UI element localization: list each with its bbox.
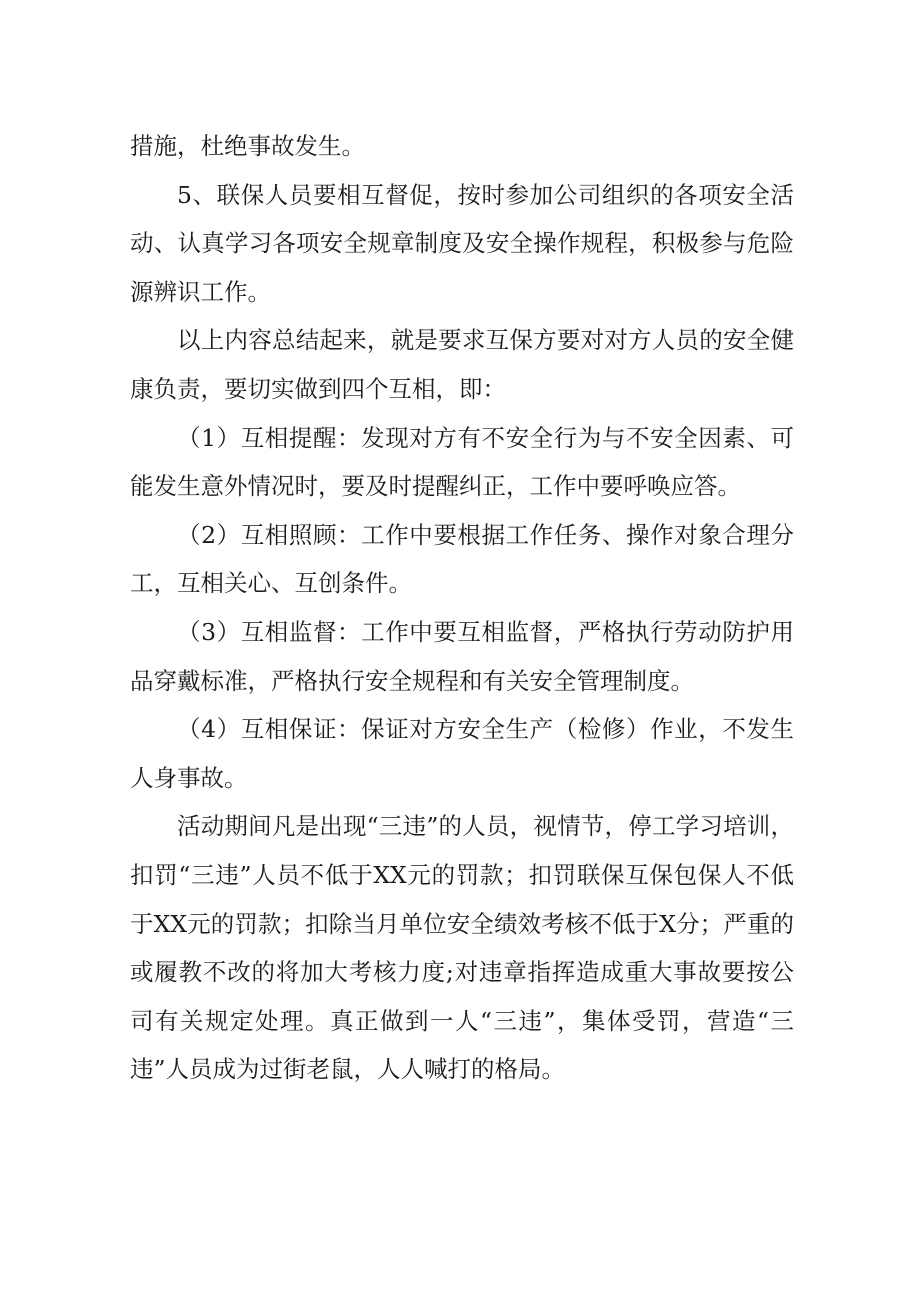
paragraph-mutual-guarantee: （4）互相保证：保证对方安全生产（检修）作业，不发生人身事故。 <box>130 715 794 792</box>
document-body <box>130 122 794 1094</box>
paragraph-penalties: 活动期间凡是出现“三违”的人员，视情节，停工学习培训，扣罚“三违”人员不低于XX元的罚款；扣罚联保互保包保人不低于XX元的罚款；扣除当月单位安全绩效考核不低于X分；严重的或履教不改的将加大考核力度;对违章指挥造成重大事故要按公司有关规定处理。真正做到一人“三违”，集体受罚，营造“三违”人员成为过街老鼠，人人喊打的格局。 <box>130 812 794 1084</box>
paragraph-continuation: 措施，杜绝事故发生。 <box>130 132 365 160</box>
paragraph-summary: 以上内容总结起来，就是要求互保方要对对方人员的安全健康负责，要切实做到四个互相，即： <box>130 326 794 403</box>
paragraph-mutual-reminder: （1）互相提醒：发现对方有不安全行为与不安全因素、可能发生意外情况时，要及时提醒纠正，工作中要呼唤应答。 <box>130 423 794 501</box>
paragraph-mutual-care: （2）互相照顾：工作中要根据工作任务、操作对象合理分工，互相关心、互创条件。 <box>130 520 794 598</box>
paragraph-mutual-supervision: （3）互相监督：工作中要互相监督，严格执行劳动防护用品穿戴标准，严格执行安全规程和有关安全管理制度。 <box>130 617 794 695</box>
paragraph-item-5: 5、联保人员要相互督促，按时参加公司组织的各项安全活动、认真学习各项安全规章制度及安全操作规程，积极参与危险源辨识工作。 <box>130 180 794 306</box>
